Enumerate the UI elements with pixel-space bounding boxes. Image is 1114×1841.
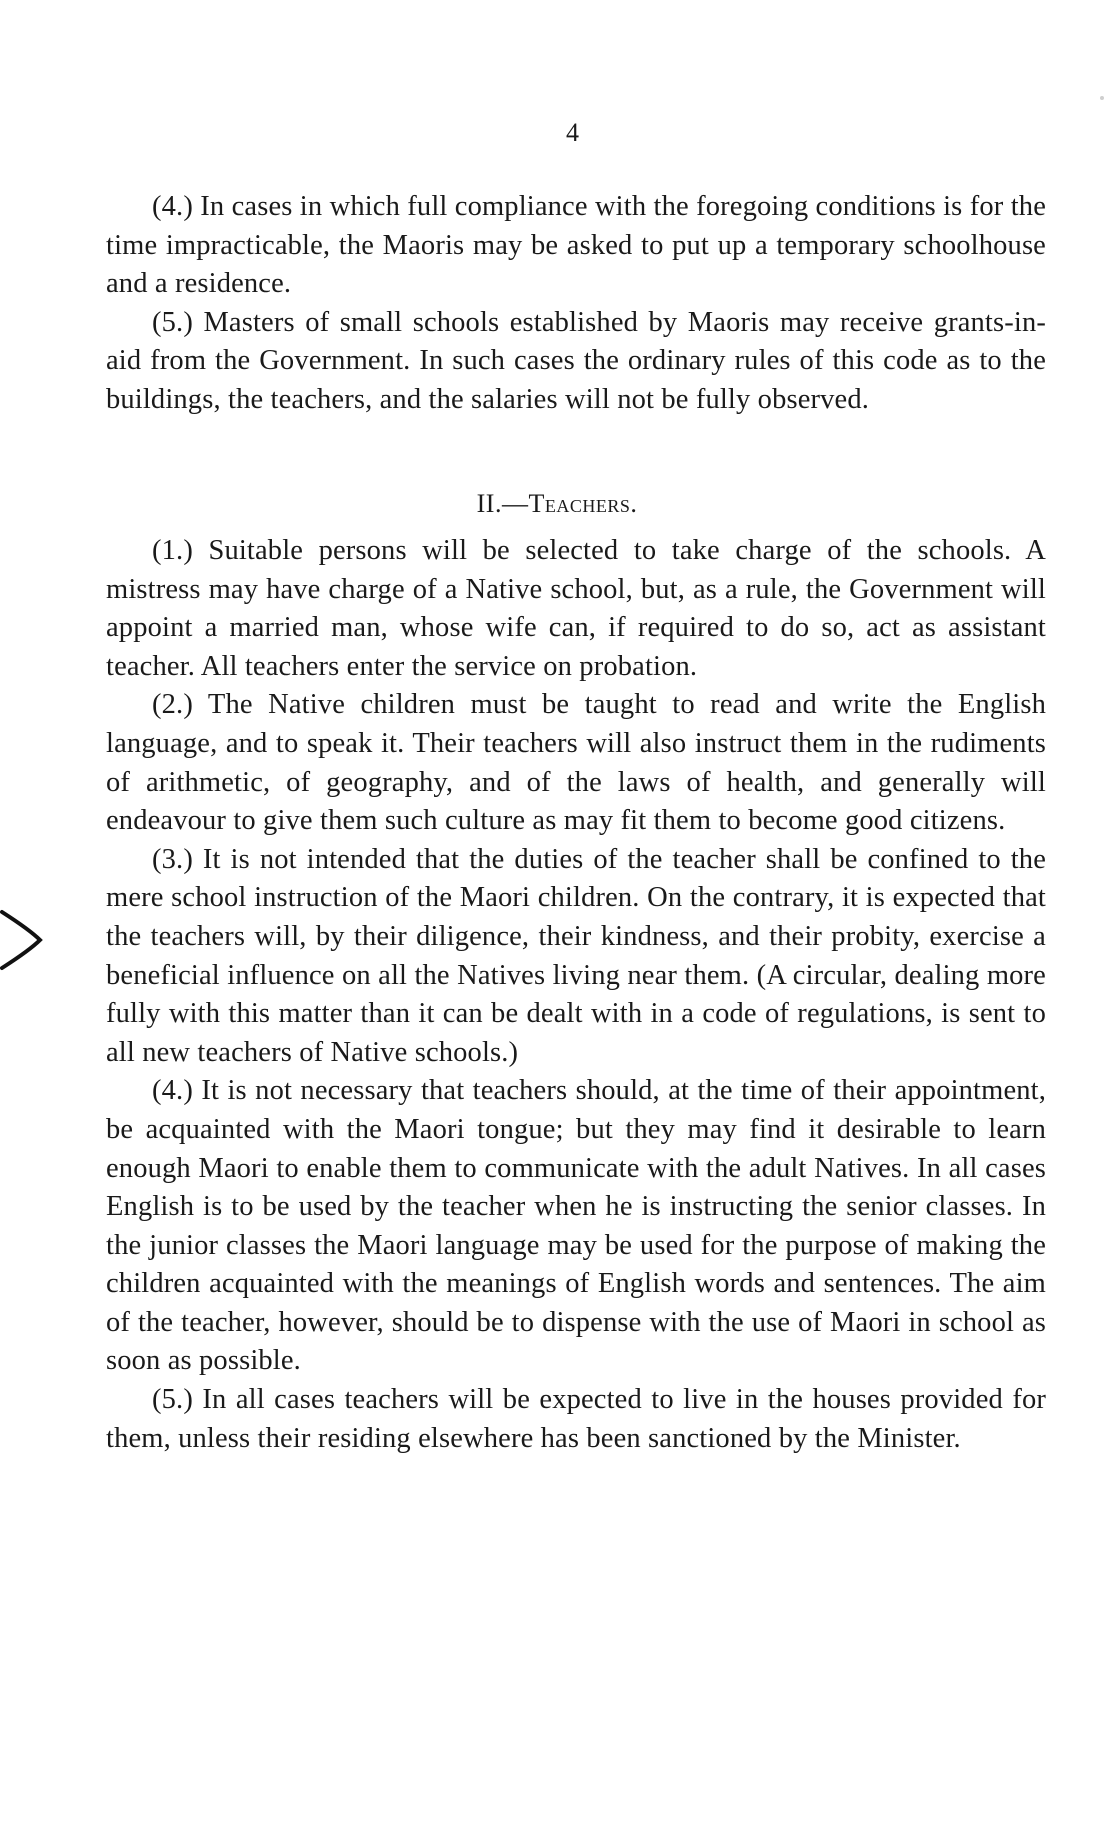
- intro-paragraphs: [106, 188, 1046, 420]
- page-number: 4: [566, 118, 579, 147]
- teachers-paragraph-4: (4.) It is not necessary that teachers should, at the time of their appointment, be acquainted with the Maori tongue; but they may find it desirable to learn enough Maori to enable them to communicate with the adult Natives. In all cases English is to be used by the teacher when he is instructing the senior classes. In the junior classes the Maori language may be used for the purpose of making the children acquainted with the meanings of English words and sentences. The aim of the teacher, however, should be to dispense with the use of Maori in school as soon as possible.: [106, 1075, 1046, 1377]
- section-dash: —: [501, 489, 529, 518]
- paragraph-5-grants-in-aid: (5.) Masters of small schools established by Maoris may receive grants-in-aid from the Government. In such cases the ordinary rules of this code as to the buildings, the teachers, and the salaries will not be fully observed.: [106, 306, 1046, 415]
- teachers-paragraph-5: (5.) In all cases teachers will be expected to live in the houses provided for them, unless their residing elsewhere has been sanctioned by the Minister.: [106, 1384, 1046, 1454]
- paper-speck: [1100, 96, 1104, 100]
- teachers-paragraph-2: (2.) The Native children must be taught to read and write the English language, and to speak it. Their teachers will also instruct them in the rudiments of arithmetic, of geography, and of the laws of health, and generally will endeavour to give them such culture as may fit them to become good citizens.: [106, 689, 1046, 837]
- teachers-paragraph-1: (1.) Suitable persons will be selected to take charge of the schools. A mistress may have charge of a Native school, but, as a rule, the Government will appoint a married man, whose wife can, if required to do so, act as assistant teacher. All teachers enter the service on probation.: [106, 535, 1046, 682]
- binding-margin-mark-icon: [0, 908, 44, 972]
- section-heading-teachers: [0, 488, 1114, 520]
- section-numeral: II.: [476, 489, 502, 518]
- paragraph-4-temporary-schoolhouse: (4.) In cases in which full compliance with the foregoing conditions is for the time impracticable, the Maoris may be asked to put up a temporary schoolhouse and a residence.: [106, 191, 1046, 300]
- teachers-paragraph-3: (3.) It is not intended that the duties of the teacher shall be confined to the mere school instruction of the Maori children. On the contrary, it is expected that the teachers will, by their diligence, their kindness, and their probity, exercise a beneficial influence on all the Natives living near them. (A circular, dealing more fully with this matter than it can be dealt with in a code of regulations, is sent to all new teachers of Native schools.): [106, 843, 1046, 1068]
- section-title: Teachers.: [528, 489, 638, 518]
- teachers-paragraphs: [106, 532, 1046, 1458]
